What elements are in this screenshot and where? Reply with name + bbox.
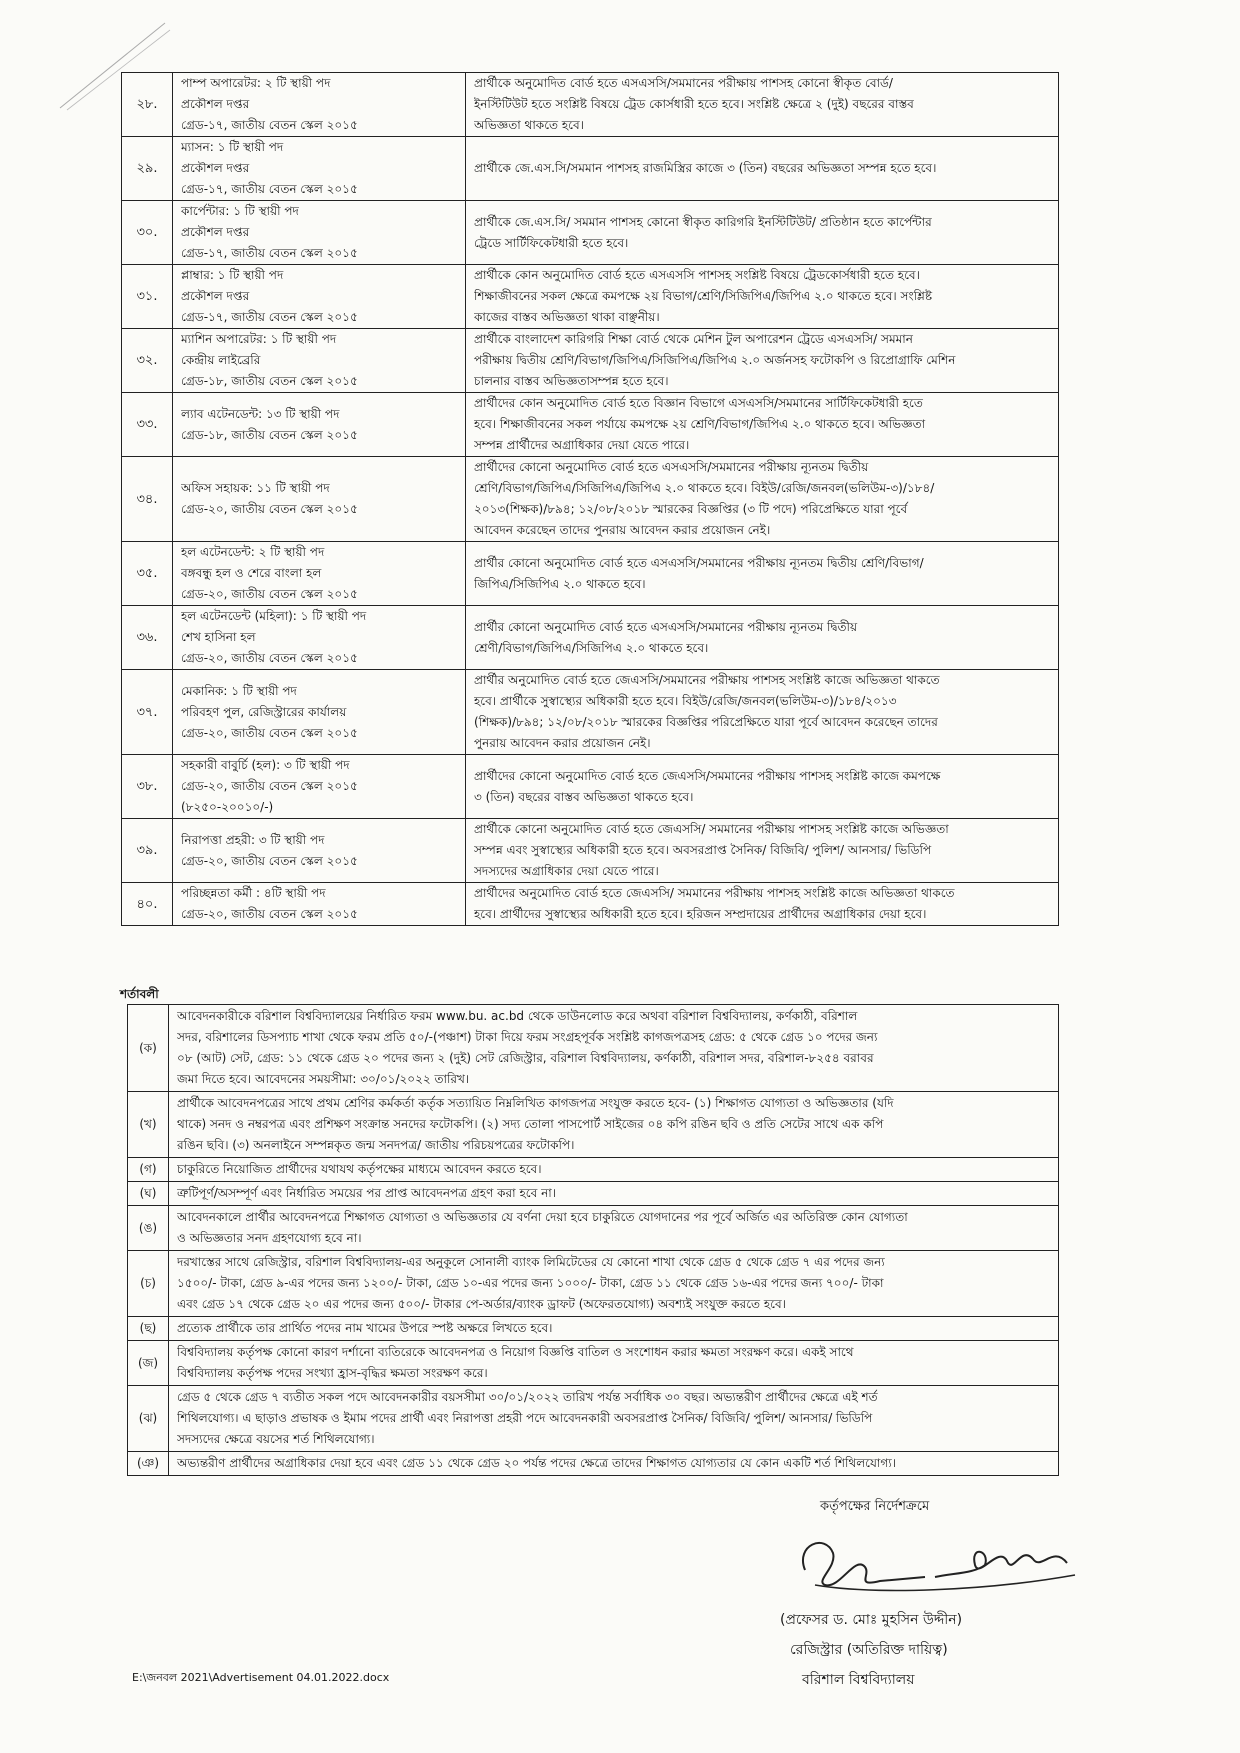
by-order-text: কর্তৃপক্ষের নির্দেশক্রমে — [820, 1499, 930, 1514]
condition-row — [128, 1206, 1059, 1251]
condition-key: (ঞ) — [128, 1452, 169, 1476]
post-details — [173, 73, 466, 137]
condition-row — [128, 1005, 1059, 1092]
post-line: পাম্প অপারেটর: ২ টি স্থায়ী পদ — [181, 76, 331, 90]
post-requirements — [466, 137, 1059, 201]
condition-text — [169, 1386, 1059, 1452]
post-requirements — [466, 670, 1059, 755]
requirement-line: প্রার্থীকে কোন অনুমোদিত বোর্ড হতে এসএসসি পাশসহ সংশ্লিষ্ট বিষয়ে ট্রেডকোর্সধারী হতে হবে। — [474, 268, 920, 282]
condition-line: গ্রেড ৫ থেকে গ্রেড ৭ ব্যতীত সকল পদে আবেদনকারীর বয়সসীমা ৩০/০১/২০২২ তারিখ পর্যন্ত সর্বাধিক ৩০ বছর। অভ্যন্তরীণ প্রার্থীদের ক্ষেত্রে এই শর্ত — [177, 1390, 878, 1404]
post-row — [122, 137, 1059, 201]
post-serial: ২৯. — [122, 137, 173, 201]
post-line: নিরাপত্তা প্রহরী: ৩ টি স্থায়ী পদ — [181, 832, 325, 847]
condition-row — [128, 1452, 1059, 1476]
post-requirements — [466, 606, 1059, 670]
condition-line: রঙিন ছবি। (৩) অনলাইনে সম্পন্নকৃত জন্ম সনদপত্র/ জাতীয় পরিচয়পত্রের ফটোকপি। — [177, 1138, 575, 1152]
condition-line: প্রত্যেক প্রার্থীকে তার প্রার্থিত পদের নাম খামের উপরে স্পষ্ট অক্ষরে লিখতে হবে। — [177, 1321, 553, 1335]
condition-line: জমা দিতে হবে। আবেদনের সময়সীমা: ৩০/০১/২০২২ তারিখ। — [177, 1072, 470, 1086]
requirement-line: প্রার্থীকে জে.এস.সি/ সমমান পাশসহ কোনো স্বীকৃত কারিগরি ইনস্টিটিউট/ প্রতিষ্ঠান হতে কার্পেন্টার — [474, 214, 932, 229]
post-details — [173, 819, 466, 883]
post-requirements — [466, 819, 1059, 883]
post-line: গ্রেড-২০, জাতীয় বেতন স্কেল ২০১৫ — [181, 779, 358, 793]
post-row — [122, 670, 1059, 755]
posts-table — [121, 72, 1059, 926]
post-serial: ৩৭. — [122, 670, 173, 755]
requirement-line: ইনস্টিটিউট হতে সংশ্লিষ্ট বিষয়ে ট্রেড কোর্সধারী হতে হবে। সংশ্লিষ্ট ক্ষেত্রে ২ (দুই) বছরের বাস্তব — [474, 97, 914, 111]
requirement-line: সম্পন্ন এবং সুস্বাস্থ্যের অধিকারী হতে হবে। অবসরপ্রাপ্ত সৈনিক/ বিজিবি/ পুলিশ/ আনসার/ ভিডিপি — [474, 843, 932, 857]
post-row — [122, 201, 1059, 265]
post-details — [173, 883, 466, 926]
requirement-line: প্রার্থীদের অনুমোদিত বোর্ড হতে জেএসসি/ সমমানের পরীক্ষায় পাশসহ সংশ্লিষ্ট কাজে অভিজ্ঞতা থাকতে — [474, 886, 955, 900]
condition-row — [128, 1092, 1059, 1158]
requirement-line: শ্রেণী/বিভাগ/জিপিএ/সিজিপিএ ২.০ থাকতে হবে। — [474, 640, 709, 655]
requirement-line: অভিজ্ঞতা থাকতে হবে। — [474, 118, 584, 132]
post-line: গ্রেড-২০, জাতীয় বেতন স্কেল ২০১৫ — [181, 502, 358, 516]
post-line: অফিস সহায়ক: ১১ টি স্থায়ী পদ — [181, 481, 330, 495]
post-requirements — [466, 329, 1059, 393]
condition-key: (খ) — [128, 1092, 169, 1158]
condition-line: প্রার্থীকে আবেদনপত্রের সাথে প্রথম শ্রেণির কর্মকর্তা কর্তৃক সত্যায়িত নিম্নলিখিত কাগজপত্র সংযুক্ত করতে হবে- (১) শিক্ষাগত যোগ্যতা ও অভিজ্ঞতার (যদি — [177, 1096, 894, 1110]
post-line: গ্রেড-১৭, জাতীয় বেতন স্কেল ২০১৫ — [181, 246, 358, 260]
condition-line: থাকে) সনদ ও নম্বরপত্র এবং প্রশিক্ষণ সংক্রান্ত সনদের ফটোকপি। (২) সদ্য তোলা পাসপোর্ট সাইজের ০৪ কপি রঙিন ছবি ও প্রতি সেটের সাথে এক কপি — [177, 1117, 884, 1131]
handwritten-signature — [785, 1515, 1085, 1600]
requirement-line: প্রার্থীদের কোনো অনুমোদিত বোর্ড হতে জেএসসি/সমমানের পরীক্ষায় পাশসহ সংশ্লিষ্ট কাজে কমপক্ষে — [474, 768, 941, 783]
post-serial: ৩৮. — [122, 755, 173, 819]
condition-text — [169, 1341, 1059, 1386]
post-requirements — [466, 883, 1059, 926]
condition-text — [169, 1158, 1059, 1182]
post-serial: ৩১. — [122, 265, 173, 329]
post-line: গ্রেড-২০, জাতীয় বেতন স্কেল ২০১৫ — [181, 907, 358, 921]
post-line: কেন্দ্রীয় লাইব্রেরি — [181, 353, 261, 367]
post-line: বঙ্গবন্ধু হল ও শেরে বাংলা হল — [181, 566, 322, 580]
condition-line: ত্রুটিপূর্ণ/অসম্পূর্ণ এবং নির্ধারিত সময়ের পর প্রাপ্ত আবেদনপত্র গ্রহণ করা হবে না। — [177, 1186, 557, 1200]
post-row — [122, 819, 1059, 883]
post-requirements — [466, 73, 1059, 137]
post-line: গ্রেড-২০, জাতীয় বেতন স্কেল ২০১৫ — [181, 725, 358, 740]
file-path-footer: E:\জনবল 2021\Advertisement 04.01.2022.docx — [132, 1671, 390, 1684]
post-details — [173, 137, 466, 201]
condition-key: (ঝ) — [128, 1386, 169, 1452]
condition-row — [128, 1317, 1059, 1341]
condition-key: (ক) — [128, 1005, 169, 1092]
post-serial: ৩৬. — [122, 606, 173, 670]
post-details — [173, 670, 466, 755]
condition-line: সদর, বরিশালের ডিসপ্যাচ শাখা থেকে ফরম প্রতি ৫০/-(পঞ্চাশ) টাকা দিয়ে ফরম সংগ্রহপূর্বক সংশ্লিষ্ট কাগজপত্রসহ গ্রেড: ৫ থেকে গ্রেড ১০ পদের জন্য — [177, 1030, 878, 1044]
requirement-line: হবে। প্রার্থীকে সুস্বাস্থ্যের অধিকারী হতে হবে। বিইউ/রেজি/জনবল(ভলিউম-৩)/১৮৪/২০১৩ — [474, 694, 897, 708]
post-row — [122, 883, 1059, 926]
requirement-line: সম্পন্ন প্রার্থীদের অগ্রাধিকার দেয়া যেতে পারে। — [474, 438, 690, 452]
requirement-line: প্রার্থীকে বাংলাদেশ কারিগরি শিক্ষা বোর্ড থেকে মেশিন টুল অপারেশন ট্রেডে এসএসসি/ সমমান — [474, 332, 913, 346]
requirement-line: ২০১৩(শিক্ষক)/৮৯৪; ১২/০৮/২০১৮ স্মারকের বিজ্ঞপ্তির (৩ টি পদে) পরিপ্রেক্ষিতে যারা পূর্বে — [474, 502, 908, 516]
post-serial: ৩২. — [122, 329, 173, 393]
post-line: হল এটেনডেন্ট: ২ টি স্থায়ী পদ — [181, 545, 325, 559]
post-serial: ২৮. — [122, 73, 173, 137]
signatory-title: রেজিস্ট্রার (অতিরিক্ত দায়িত্ব) — [790, 1642, 948, 1658]
post-serial: ৩০. — [122, 201, 173, 265]
post-line: গ্রেড-১৮, জাতীয় বেতন স্কেল ২০১৫ — [181, 427, 358, 442]
post-line: গ্রেড-১৮, জাতীয় বেতন স্কেল ২০১৫ — [181, 374, 358, 388]
post-line: হল এটেনডেন্ট (মহিলা): ১ টি স্থায়ী পদ — [181, 609, 367, 623]
condition-row — [128, 1182, 1059, 1206]
requirement-line: পরীক্ষায় দ্বিতীয় শ্রেণি/বিভাগ/জিপিএ/সিজিপিএ/জিপিএ ২.০ অর্জনসহ ফটোকপি ও রিপ্রোগ্রাফি মেশিন — [474, 353, 956, 367]
condition-line: অভ্যন্তরীণ প্রার্থীদের অগ্রাধিকার দেয়া হবে এবং গ্রেড ১১ থেকে গ্রেড ২০ পর্যন্ত পদের ক্ষেত্রে তাদের শিক্ষাগত যোগ্যতার যে কোন একটি শর্ত শিথিলযোগ্য। — [177, 1456, 897, 1470]
condition-line: দরখাস্তের সাথে রেজিস্ট্রার, বরিশাল বিশ্ববিদ্যালয়-এর অনুকূলে সোনালী ব্যাংক লিমিটেডের যে কোনো শাখা থেকে গ্রেড ৫ থেকে গ্রেড ৭ এর পদের জন্য — [177, 1255, 885, 1269]
post-line: ম্যাসন: ১ টি স্থায়ী পদ — [181, 140, 284, 154]
post-line: পরিচ্ছন্নতা কর্মী : ৪টি স্থায়ী পদ — [181, 886, 326, 900]
post-serial: ৪০. — [122, 883, 173, 926]
post-line: গ্রেড-২০, জাতীয় বেতন স্কেল ২০১৫ — [181, 853, 358, 868]
requirement-line: প্রার্থীর কোনো অনুমোদিত বোর্ড হতে এসএসসি/সমমানের পরীক্ষায় ন্যূনতম দ্বিতীয় — [474, 619, 858, 634]
requirement-line: প্রার্থীকে অনুমোদিত বোর্ড হতে এসএসসি/সমমানের পরীক্ষায় পাশসহ কোনো স্বীকৃত বোর্ড/ — [474, 76, 893, 90]
post-row — [122, 606, 1059, 670]
condition-line: বিশ্ববিদ্যালয় কর্তৃপক্ষ কোনো কারণ দর্শানো ব্যতিরেকে আবেদনপত্র ও নিয়োগ বিজ্ঞপ্তি বাতিল ও সংশোধন করার ক্ষমতা সংরক্ষণ করে। একই সাথে — [177, 1345, 854, 1359]
condition-line: ১৫০০/- টাকা, গ্রেড ৯-এর পদের জন্য ১২০০/- টাকা, গ্রেড ১০-এর পদের জন্য ১০০০/- টাকা, গ্রেড ১১ থেকে গ্রেড ১৬-এর পদের জন্য ৭০০/- টাকা — [177, 1276, 884, 1290]
requirement-line: প্রার্থীদের কোন অনুমোদিত বোর্ড হতে বিজ্ঞান বিভাগে এসএসসি/সমমানের সার্টিফিকেটধারী হতে — [474, 396, 923, 410]
post-line: প্রকৌশল দপ্তর — [181, 97, 250, 111]
post-line: সহকারী বাবুর্চি (হল): ৩ টি স্থায়ী পদ — [181, 758, 350, 772]
condition-text — [169, 1251, 1059, 1317]
requirement-line: হবে। প্রার্থীদের সুস্বাস্থ্যের অধিকারী হতে হবে। হরিজন সম্প্রদায়ের প্রার্থীদের অগ্রাধিকার দেয়া হবে। — [474, 907, 927, 921]
condition-key: (ঙ) — [128, 1206, 169, 1251]
condition-text — [169, 1206, 1059, 1251]
post-line: পরিবহণ পুল, রেজিস্ট্রারের কার্যালয় — [181, 704, 347, 719]
condition-text — [169, 1317, 1059, 1341]
condition-row — [128, 1341, 1059, 1386]
post-details — [173, 201, 466, 265]
post-line: শেখ হাসিনা হল — [181, 630, 256, 644]
post-requirements — [466, 393, 1059, 457]
requirement-line: প্রার্থীকে কোনো অনুমোদিত বোর্ড হতে জেএসসি/ সমমানের পরীক্ষায় পাশসহ সংশ্লিষ্ট কাজে অভিজ্ঞতা — [474, 822, 949, 836]
post-details — [173, 329, 466, 393]
post-line: গ্রেড-২০, জাতীয় বেতন স্কেল ২০১৫ — [181, 651, 358, 665]
post-row — [122, 73, 1059, 137]
post-line: প্লাম্বার: ১ টি স্থায়ী পদ — [181, 268, 284, 282]
post-details — [173, 265, 466, 329]
post-serial: ৩৪. — [122, 457, 173, 542]
condition-line: আবেদনকালে প্রার্থীর আবেদনপত্রে শিক্ষাগত যোগ্যতা ও অভিজ্ঞতার যে বর্ণনা দেয়া হবে চাকুরিতে যোগদানের পর পূর্বে অর্জিত এর অতিরিক্ত কোন যোগ্যতা — [177, 1210, 908, 1224]
conditions-table — [127, 1004, 1059, 1476]
signatory-org: বরিশাল বিশ্ববিদ্যালয় — [802, 1672, 915, 1688]
requirement-line: ৩ (তিন) বছরের বাস্তব অভিজ্ঞতা থাকতে হবে। — [474, 789, 694, 804]
post-serial: ৩৫. — [122, 542, 173, 606]
condition-text — [169, 1182, 1059, 1206]
post-row — [122, 329, 1059, 393]
condition-line: সদস্যদের ক্ষেত্রে বয়সের শর্ত শিথিলযোগ্য। — [177, 1432, 375, 1446]
post-serial: ৩৯. — [122, 819, 173, 883]
requirement-line: শ্রেণি/বিভাগ/জিপিএ/সিজিপিএ/জিপিএ ২.০ থাকতে হবে। বিইউ/রেজি/জনবল(ভলিউম-৩)/১৮৪/ — [474, 481, 935, 495]
condition-line: আবেদনকারীকে বরিশাল বিশ্ববিদ্যালয়ের নির্ধারিত ফরম www.bu. ac.bd থেকে ডাউনলোড করে অথবা বরিশাল বিশ্ববিদ্যালয়, কর্ণকাঠী, বরিশাল — [177, 1009, 858, 1023]
post-line: প্রকৌশল দপ্তর — [181, 289, 250, 303]
post-details — [173, 755, 466, 819]
post-line: ম্যাশিন অপারেটর: ১ টি স্থায়ী পদ — [181, 332, 337, 346]
conditions-title: শর্তাবলী — [120, 987, 159, 1001]
condition-line: এবং গ্রেড ১৭ থেকে গ্রেড ২০ এর পদের জন্য ৫০০/- টাকার পে-অর্ডার/ব্যাংক ড্রাফট (অফেরতযোগ্য) অবশ্যই সংযুক্ত করতে হবে। — [177, 1297, 786, 1311]
condition-text — [169, 1005, 1059, 1092]
condition-key: (ঘ) — [128, 1182, 169, 1206]
condition-text — [169, 1452, 1059, 1476]
condition-line: শিথিলযোগ্য। এ ছাড়াও প্রভাষক ও ইমাম পদের প্রার্থী এবং নিরাপত্তা প্রহরী পদে আবেদনকারী অবসরপ্রাপ্ত সৈনিক/ বিজিবি/ পুলিশ/ আনসার/ ভিডিপি — [177, 1411, 873, 1425]
requirement-line: কাজের বাস্তব অভিজ্ঞতা থাকা বাঞ্ছনীয়। — [474, 310, 660, 324]
requirement-line: পুনরায় আবেদন করার প্রয়োজন নেই। — [474, 736, 651, 750]
post-details — [173, 393, 466, 457]
condition-key: (গ) — [128, 1158, 169, 1182]
post-requirements — [466, 201, 1059, 265]
post-line: প্রকৌশল দপ্তর — [181, 225, 250, 239]
post-details — [173, 606, 466, 670]
post-row — [122, 542, 1059, 606]
requirement-line: জিপিএ/সিজিপিএ ২.০ থাকতে হবে। — [474, 576, 646, 591]
requirement-line: শিক্ষাজীবনের সকল ক্ষেত্রে কমপক্ষে ২য় বিভাগ/শ্রেণি/সিজিপিএ/জিপিএ ২.০ থাকতে হবে। সংশ্লিষ্ট — [474, 289, 933, 303]
post-line: ল্যাব এটেনডেন্ট: ১৩ টি স্থায়ী পদ — [181, 406, 340, 421]
condition-text — [169, 1092, 1059, 1158]
condition-key: (জ) — [128, 1341, 169, 1386]
post-line: কার্পেন্টার: ১ টি স্থায়ী পদ — [181, 204, 299, 218]
requirement-line: চালনার বাস্তব অভিজ্ঞতাসম্পন্ন হতে হবে। — [474, 374, 669, 388]
condition-line: ও অভিজ্ঞতার সনদ গ্রহণযোগ্য হবে না। — [177, 1231, 362, 1245]
requirement-line: প্রার্থীদের কোনো অনুমোদিত বোর্ড হতে এসএসসি/সমমানের পরীক্ষায় ন্যূনতম দ্বিতীয় — [474, 460, 869, 474]
post-line: (৮২৫০-২০০১০/-) — [181, 800, 274, 814]
signatory-name: (প্রফেসর ড. মোঃ মুহসিন উদ্দীন) — [780, 1612, 963, 1628]
post-row — [122, 457, 1059, 542]
condition-row — [128, 1386, 1059, 1452]
condition-line: চাকুরিতে নিয়োজিত প্রার্থীদের যথাযথ কর্তৃপক্ষের মাধ্যমে আবেদন করতে হবে। — [177, 1162, 542, 1176]
requirement-line: প্রার্থীকে জে.এস.সি/সমমান পাশসহ রাজমিস্ত্রির কাজে ৩ (তিন) বছরের অভিজ্ঞতা সম্পন্ন হতে হবে। — [474, 161, 937, 175]
post-requirements — [466, 457, 1059, 542]
requirement-line: আবেদন করেছেন তাদের পুনরায় আবেদন করার প্রয়োজন নেই। — [474, 523, 771, 537]
requirement-line: (শিক্ষক)/৮৯৪; ১২/০৮/২০১৮ স্মারকের বিজ্ঞপ্তির পরিপ্রেক্ষিতে যারা পূর্বে আবেদন করেছেন তাদের — [474, 715, 938, 729]
requirement-line: প্রার্থীর কোনো অনুমোদিত বোর্ড হতে এসএসসি/সমমানের পরীক্ষায় ন্যূনতম দ্বিতীয় শ্রেণি/বিভাগ/ — [474, 555, 924, 570]
condition-line: বিশ্ববিদ্যালয় কর্তৃপক্ষ পদের সংখ্যা হ্রাস-বৃদ্ধির ক্ষমতা সংরক্ষণ করে। — [177, 1366, 488, 1380]
requirement-line: ট্রেডে সার্টিফিকেটধারী হতে হবে। — [474, 235, 629, 250]
requirement-line: সদস্যদের অগ্রাধিকার দেয়া যেতে পারে। — [474, 864, 659, 878]
requirement-line: হবে। শিক্ষাজীবনের সকল পর্যায়ে কমপক্ষে ২য় শ্রেণি/বিভাগ/জিপিএ ২.০ থাকতে হবে। অভিজ্ঞতা — [474, 417, 926, 431]
post-line: গ্রেড-১৭, জাতীয় বেতন স্কেল ২০১৫ — [181, 118, 358, 132]
post-requirements — [466, 755, 1059, 819]
post-line: গ্রেড-১৭, জাতীয় বেতন স্কেল ২০১৫ — [181, 310, 358, 324]
condition-row — [128, 1251, 1059, 1317]
post-line: গ্রেড-২০, জাতীয় বেতন স্কেল ২০১৫ — [181, 587, 358, 601]
post-row — [122, 755, 1059, 819]
post-row — [122, 393, 1059, 457]
post-line: মেকানিক: ১ টি স্থায়ী পদ — [181, 683, 297, 698]
post-serial: ৩৩. — [122, 393, 173, 457]
condition-key: (চ) — [128, 1251, 169, 1317]
requirement-line: প্রার্থীর অনুমোদিত বোর্ড হতে জেএসসি/সমমানের পরীক্ষায় পাশসহ সংশ্লিষ্ট কাজে অভিজ্ঞতা থাকতে — [474, 673, 940, 687]
post-row — [122, 265, 1059, 329]
condition-key: (ছ) — [128, 1317, 169, 1341]
condition-line: ০৮ (আট) সেট, গ্রেড: ১১ থেকে গ্রেড ২০ পদের জন্য ২ (দুই) সেট রেজিস্ট্রার, বরিশাল বিশ্ববিদ্যালয়, কর্ণকাঠী, বরিশাল সদর, বরিশাল-৮২৫৪ বরাবর — [177, 1051, 874, 1065]
post-requirements — [466, 542, 1059, 606]
post-line: প্রকৌশল দপ্তর — [181, 161, 250, 175]
post-requirements — [466, 265, 1059, 329]
post-details — [173, 457, 466, 542]
post-line: গ্রেড-১৭, জাতীয় বেতন স্কেল ২০১৫ — [181, 182, 358, 196]
post-details — [173, 542, 466, 606]
condition-row — [128, 1158, 1059, 1182]
